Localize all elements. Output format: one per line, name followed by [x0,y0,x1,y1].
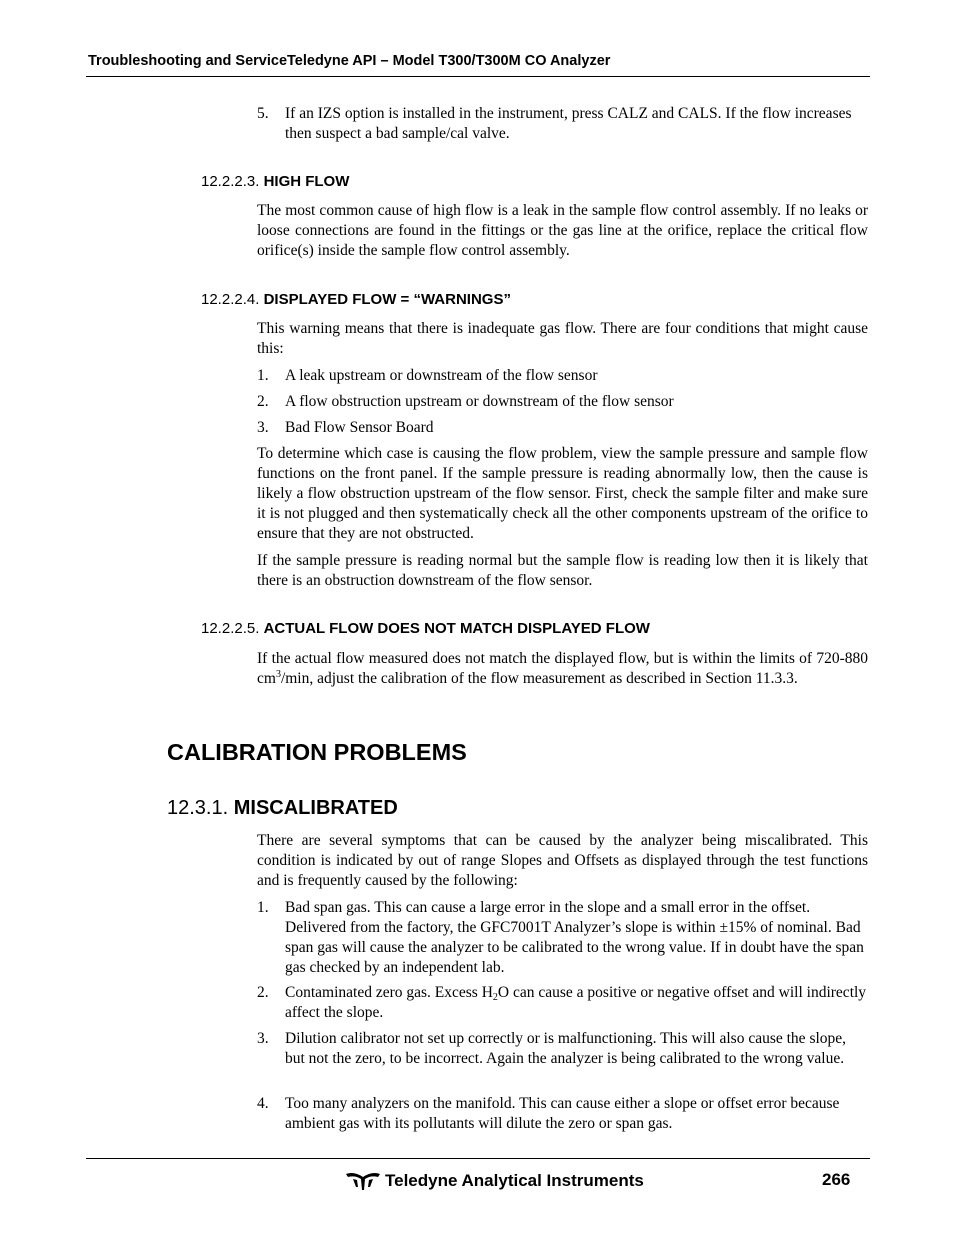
superscript: 3 [275,669,281,680]
teledyne-logo-icon [345,1170,381,1192]
section-number: 12.2.2.4. [201,291,260,308]
section-title: DISPLAYED FLOW = “WARNINGS” [263,291,511,308]
list-item-number: 1. [257,367,269,384]
list-item-text-part: Contaminated zero gas. Excess H [285,984,493,1001]
list-item-number: 1. [257,899,269,916]
paragraph: The most common cause of high flow is a leak in the sample flow control assembly. If no leaks or loose connections are found in the fittings or the gas line at the orifice, replace the critical flow orifice(s) inside the sample flow control assembly. [257,202,868,259]
paragraph-text: If the actual flow measured does not match the displayed flow, but is within the limits of 720-880 cm [257,650,868,687]
footer [345,1170,644,1192]
list-item-text: A flow obstruction upstream or downstream of the flow sensor [285,393,674,410]
list-item-text: Bad Flow Sensor Board [285,419,434,436]
list-item [257,898,868,978]
section-number: 12.2.2.3. [201,173,260,190]
section-number: 12.2.2.5. [201,620,260,637]
paragraph: If the sample pressure is reading normal but the sample flow is reading low then it is likely that there is an obstruction downstream of the flow sensor. [257,552,868,589]
section-title: MISCALIBRATED [233,797,398,819]
list-item-text-part: O can cause a positive or negative offset and will indirectly affect the slope. [285,984,867,1021]
list-item [257,392,868,412]
list-item [257,1094,868,1134]
footer-rule [86,1158,870,1159]
section-heading-miscalibrated [167,797,398,820]
paragraph: There are several symptoms that can be caused by the analyzer being miscalibrated. This condition is indicated by out of range Slopes and Offsets as displayed through the test functions and is frequently caused by the following: [257,832,868,889]
list-item [257,104,868,146]
running-header: Troubleshooting and ServiceTeledyne API – Model T300/T300M CO Analyzer [88,53,611,69]
paragraph [257,649,868,689]
list-item-number: 4. [257,1095,269,1112]
list-item-number: 3. [257,1030,269,1047]
paragraph: This warning means that there is inadequate gas flow. There are four conditions that might cause this: [257,320,868,357]
footer-company: Teledyne Analytical Instruments [385,1171,644,1190]
list-item [257,1029,868,1089]
list-item-text: Dilution calibrator not set up correctly or is malfunctioning. This will also cause the slope, but not the zero, to be incorrect. Again the analyzer is being calibrated to the wrong value. [285,1030,847,1067]
list-item [257,418,868,438]
section-title: HIGH FLOW [263,173,350,190]
paragraph-text: /min, adjust the calibration of the flow measurement as described in Section 11.3.3. [280,670,798,687]
header-rule [86,76,870,77]
list-item-text: Too many analyzers on the manifold. This can cause either a slope or offset error because ambient gas with its pollutants will dilute the zero or span gas. [285,1095,840,1132]
section-heading-warnings [201,291,511,308]
list-item-number: 3. [257,419,269,436]
list-item-number: 5. [257,105,269,122]
list-item-text: Bad span gas. This can cause a large error in the slope and a small error in the offset. Delivered from the factory, the GFC7001T Analyzer’s slope is within ±15% of nominal. Bad span gas will cause the analyzer to be calibrated to the wrong value. If in doubt have the span gas checked by an independent lab. [285,899,864,976]
list-item-number: 2. [257,984,269,1001]
list-item [257,366,868,386]
list-item-text [285,983,868,1023]
list-item-text: If an IZS option is installed in the instrument, press CALZ and CALS. If the flow increases then suspect a bad sample/cal valve. [285,105,852,142]
section-heading-calibration-problems: CALIBRATION PROBLEMS [167,739,467,765]
section-heading-high-flow [201,173,349,190]
section-heading-actual-flow [201,620,650,637]
list-item [257,983,868,1023]
list-item-text: A leak upstream or downstream of the flow sensor [285,367,598,384]
subscript: 2 [492,992,498,1003]
section-title: ACTUAL FLOW DOES NOT MATCH DISPLAYED FLOW [263,620,650,637]
list-item-number: 2. [257,393,269,410]
section-number: 12.3.1. [167,797,229,819]
paragraph: To determine which case is causing the flow problem, view the sample pressure and sample flow functions on the front panel. If the sample pressure is reading abnormally low, then the cause is likely a flow obstruction upstream of the flow sensor. First, check the sample filter and make sure it is not plugged and then systematically check all the other components upstream of the orifice to ensure that they are not obstructed. [257,445,868,542]
page-number: 266 [822,1170,851,1189]
